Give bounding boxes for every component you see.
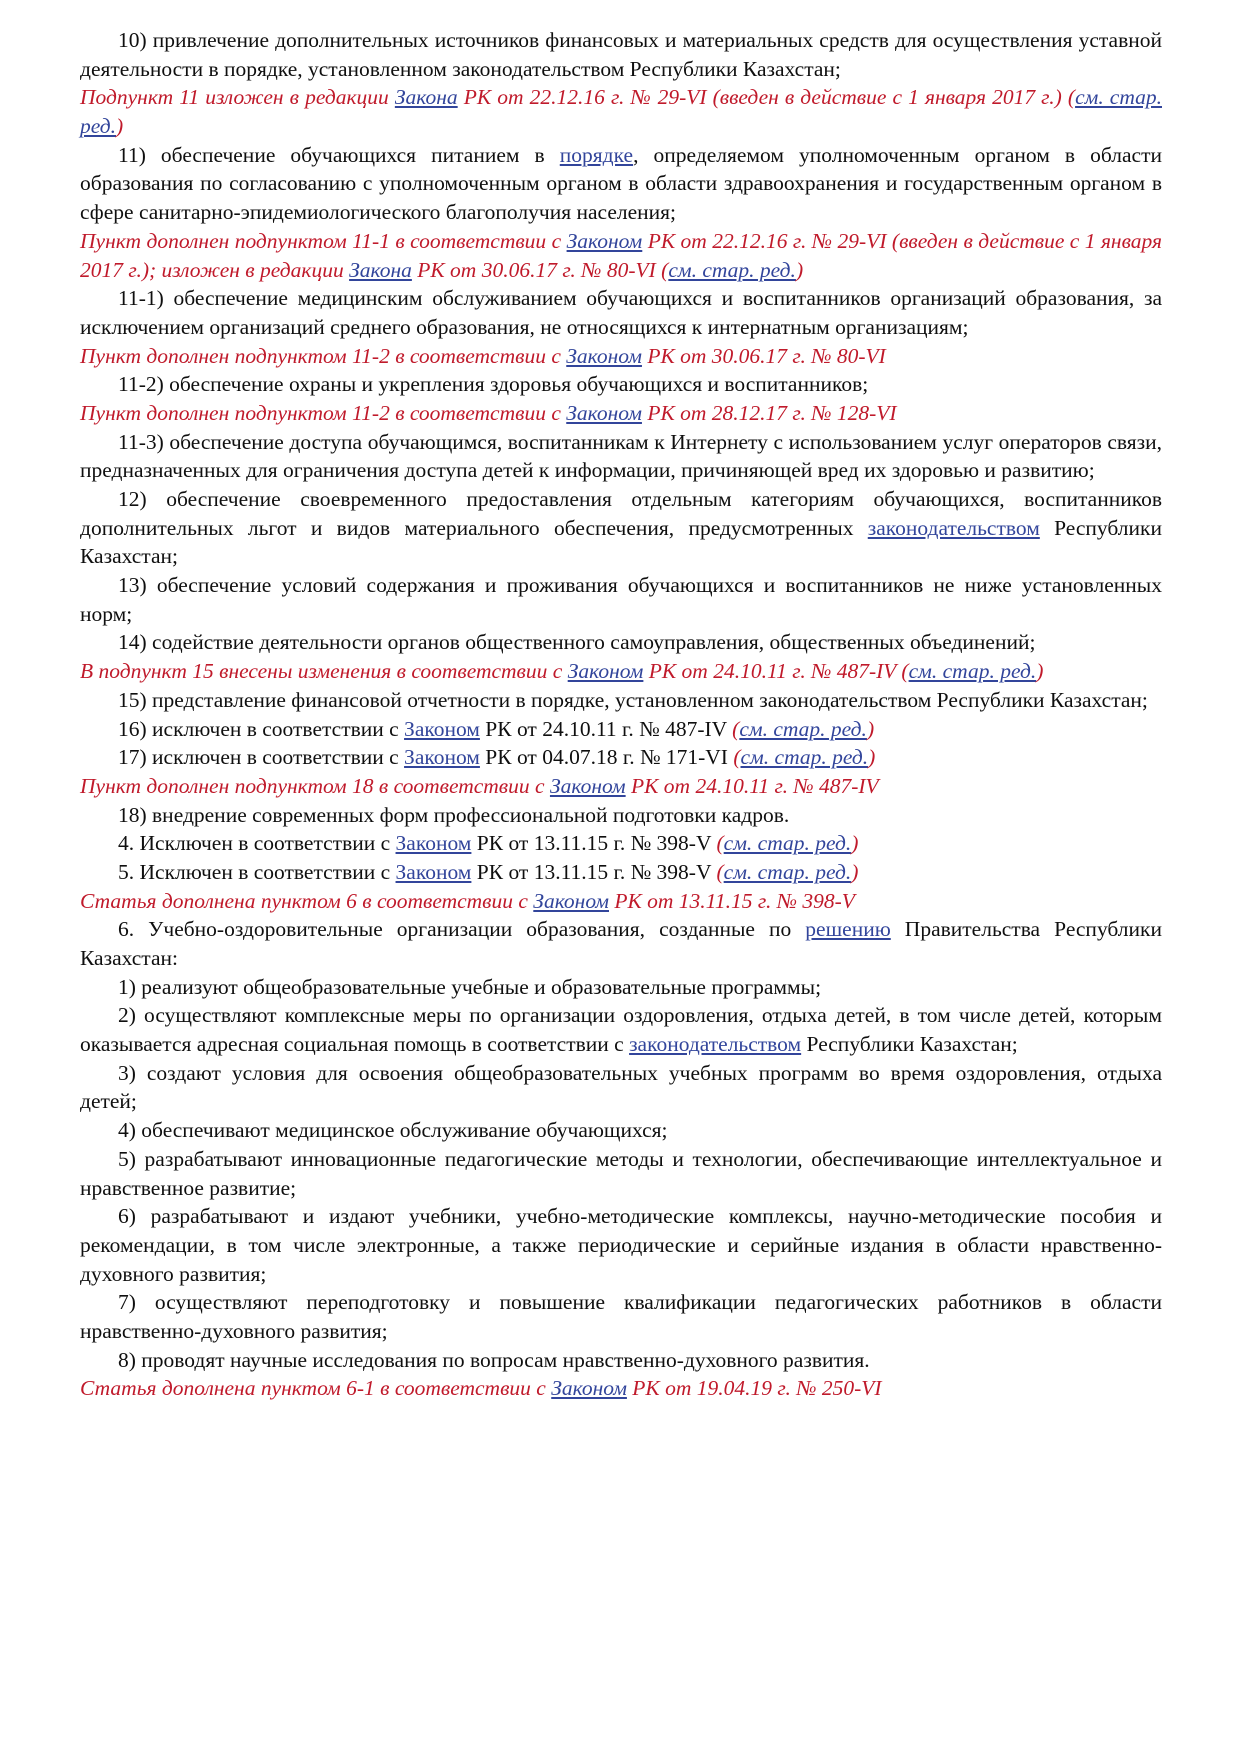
amendment-note — [80, 657, 1162, 686]
text-segment: 13) обеспечение условий содержания и проживания обучающихся и воспитанников не ниже установленных норм; — [80, 573, 1162, 626]
law-link[interactable]: Законом — [566, 400, 642, 425]
law-link[interactable]: Законом — [566, 343, 642, 368]
text-segment: РК от 28.12.17 г. № 128-VI — [641, 400, 897, 425]
old-version-link[interactable]: см. стар. ред. — [739, 716, 867, 741]
law-link[interactable]: Законом — [404, 716, 480, 741]
text-segment: Пункт дополнен подпунктом 11-1 в соответствии с — [80, 228, 567, 253]
text-segment: ( — [716, 831, 724, 856]
text-segment: 16) исключен в соответствии с — [118, 716, 405, 741]
text-segment: РК от 24.10.11 г. № 487-IV — [625, 773, 879, 798]
text-segment: 10) привлечение дополнительных источников финансовых и материальных средств для осуществления уставной деятельности в порядке, установленном законодательством Республики Казахстан; — [80, 28, 1162, 81]
text-segment: ) — [795, 257, 804, 282]
body-paragraph — [80, 1145, 1162, 1202]
text-segment: 11-3) обеспечение доступа обучающимся, воспитанникам к Интернету с использованием услуг операторов связи, предназначенных для ограничения доступа детей к информации, причиняющей вред их здоровью и развитию; — [80, 429, 1162, 483]
body-paragraph — [80, 571, 1162, 628]
document-body — [80, 26, 1162, 1403]
text-segment: 4. Исключен в соответствии с — [118, 831, 396, 856]
body-paragraph — [80, 686, 1162, 715]
text-segment: РК от 30.06.17 г. № 80-VI — [641, 343, 886, 368]
text-segment: 5) разрабатывают инновационные педагогические методы и технологии, обеспечивающие интеллектуальное и нравственное развитие; — [80, 1146, 1162, 1200]
text-segment: РК от 04.07.18 г. № 171-VI — [479, 745, 734, 770]
text-segment: 2) осуществляют комплексные меры по организации оздоровления, отдыха детей, в том числе детей, которым оказывается адресная социальная помощь в соответствии с — [80, 1003, 1162, 1057]
body-paragraph — [80, 1346, 1162, 1375]
body-paragraph — [80, 370, 1162, 399]
text-segment: ) — [851, 831, 859, 856]
body-paragraph — [80, 715, 1162, 744]
old-version-link[interactable]: см. стар. ред. — [668, 257, 796, 282]
text-segment: 15) представление финансовой отчетности в порядке, установленном законодательством Республики Казахстан; — [118, 687, 1148, 712]
body-paragraph — [80, 1288, 1162, 1345]
law-link[interactable]: Законом — [533, 888, 609, 913]
legislation-link[interactable]: законодательством — [867, 515, 1040, 540]
text-segment: 4) обеспечивают медицинское обслуживание обучающихся; — [118, 1118, 668, 1143]
body-paragraph — [80, 743, 1162, 772]
text-segment: 6) разрабатывают и издают учебники, учебно-методические комплексы, научно-методические пособия и рекомендации, в том числе электронные, а также периодические и серийные издания в области нравственно-духовного развития; — [80, 1204, 1162, 1286]
law-link[interactable]: Законом — [549, 773, 626, 798]
amendment-note — [80, 342, 1162, 371]
text-segment: ) — [851, 859, 859, 884]
text-segment: РК от 13.11.15 г. № 398-V — [609, 888, 855, 913]
law-link[interactable]: Закона — [349, 257, 412, 282]
text-segment: Республики Казахстан; — [80, 515, 1162, 569]
text-segment: РК от 30.06.17 г. № 80-VI ( — [411, 257, 669, 282]
text-segment: , определяемом уполномоченным органом в области образования по согласованию с уполномоченным органом в области здравоохранения и государственным органом в сфере санитарно-эпидемиологического благополучия населения; — [80, 142, 1163, 225]
law-link[interactable]: Законом — [551, 1376, 627, 1401]
law-link[interactable]: Законом — [567, 659, 644, 684]
decision-link[interactable]: решению — [805, 917, 891, 942]
body-paragraph — [80, 829, 1162, 858]
text-segment: ( — [733, 745, 741, 770]
body-paragraph — [80, 485, 1162, 571]
text-segment: Правительства Республики Казахстан: — [80, 917, 1162, 970]
amendment-note — [80, 1374, 1162, 1403]
text-segment: 12) обеспечение своевременного предоставления отдельным категориям обучающихся, воспитанников дополнительных льгот и видов материального обеспечения, предусмотренных — [80, 487, 1162, 540]
text-segment: ) — [868, 745, 876, 770]
body-paragraph — [80, 973, 1162, 1002]
text-segment: 14) содействие деятельности органов общественного самоуправления, общественных объединений; — [118, 630, 1036, 655]
text-segment: Республики Казахстан; — [801, 1032, 1018, 1057]
legislation-link[interactable]: законодательством — [629, 1032, 802, 1057]
body-paragraph — [80, 141, 1162, 227]
amendment-note — [80, 399, 1162, 428]
text-segment: 11) обеспечение обучающихся питанием в — [118, 142, 560, 167]
text-segment: 11-1) обеспечение медицинским обслуживанием обучающихся и воспитанников организаций образования, за исключением организаций среднего образования, не относящихся к интернатным организациям; — [80, 286, 1162, 339]
old-version-link[interactable]: см. стар. ред. — [740, 745, 869, 770]
text-segment: 18) внедрение современных форм профессиональной подготовки кадров. — [118, 802, 790, 827]
law-link[interactable]: Законом — [395, 859, 472, 884]
text-segment: РК от 13.11.15 г. № 398-V — [471, 859, 717, 884]
text-segment: 17) исключен в соответствии с — [118, 745, 405, 770]
text-segment: ) — [116, 114, 124, 139]
text-segment: Пункт дополнен подпунктом 11-2 в соответствии с — [80, 343, 567, 368]
text-segment: 3) создают условия для освоения общеобразовательных учебных программ во время оздоровления, отдыха детей; — [80, 1060, 1162, 1114]
law-link[interactable]: Закона — [394, 85, 458, 110]
body-paragraph — [80, 26, 1162, 83]
text-segment: 1) реализуют общеобразовательные учебные и образовательные программы; — [118, 974, 822, 999]
text-segment: ( — [716, 859, 724, 884]
old-version-link[interactable]: см. стар. ред. — [80, 85, 1162, 139]
body-paragraph — [80, 915, 1162, 972]
text-segment: ( — [732, 716, 740, 741]
text-segment: В подпункт 15 внесены изменения в соответствии с — [80, 659, 568, 684]
law-link[interactable]: Законом — [395, 831, 472, 856]
amendment-note — [80, 227, 1162, 284]
body-paragraph — [80, 284, 1162, 341]
old-version-link[interactable]: см. стар. ред. — [723, 831, 852, 856]
text-segment: Подпункт 11 изложен в редакции — [80, 85, 395, 110]
body-paragraph — [80, 628, 1162, 657]
old-version-link[interactable]: см. стар. ред. — [723, 859, 852, 884]
text-segment: ) — [866, 716, 875, 741]
text-segment: ) — [1036, 659, 1044, 684]
text-segment: Пункт дополнен подпунктом 11-2 в соответствии с — [80, 400, 567, 425]
amendment-note — [80, 887, 1162, 916]
text-segment: 8) проводят научные исследования по вопросам нравственно-духовного развития. — [118, 1347, 870, 1372]
law-link[interactable]: Законом — [566, 228, 643, 253]
body-paragraph — [80, 1001, 1162, 1058]
body-paragraph — [80, 1202, 1162, 1288]
text-segment: РК от 22.12.16 г. № 29-VI (введен в действие с 1 января 2017 г.); изложен в редакции — [80, 228, 1162, 282]
order-link[interactable]: порядке — [559, 142, 634, 167]
text-segment: Статья дополнена пунктом 6 в соответствии с — [80, 888, 534, 913]
law-link[interactable]: Законом — [404, 745, 480, 770]
body-paragraph — [80, 1116, 1162, 1145]
text-segment: РК от 24.10.11 г. № 487-IV ( — [643, 659, 909, 684]
body-paragraph — [80, 1059, 1162, 1116]
text-segment: Пункт дополнен подпунктом 18 в соответствии с — [80, 773, 550, 798]
body-paragraph — [80, 801, 1162, 830]
amendment-note — [80, 772, 1162, 801]
text-segment: Статья дополнена пунктом 6-1 в соответствии с — [80, 1376, 552, 1401]
text-segment: РК от 22.12.16 г. № 29-VI (введен в действие с 1 января 2017 г.) ( — [457, 85, 1076, 110]
old-version-link[interactable]: см. стар. ред. — [908, 659, 1037, 684]
text-segment: 5. Исключен в соответствии с — [118, 859, 396, 884]
text-segment: 7) осуществляют переподготовку и повышение квалификации педагогических работников в области нравственно-духовного развития; — [80, 1290, 1162, 1343]
text-segment: РК от 19.04.19 г. № 250-VI — [626, 1376, 882, 1401]
text-segment: РК от 13.11.15 г. № 398-V — [471, 831, 717, 856]
text-segment: 6. Учебно-оздоровительные организации образования, созданные по — [118, 917, 806, 942]
body-paragraph — [80, 428, 1162, 485]
amendment-note — [80, 83, 1162, 140]
text-segment: РК от 24.10.11 г. № 487-IV — [479, 716, 733, 741]
body-paragraph — [80, 858, 1162, 887]
text-segment: 11-2) обеспечение охраны и укрепления здоровья обучающихся и воспитанников; — [118, 372, 869, 397]
